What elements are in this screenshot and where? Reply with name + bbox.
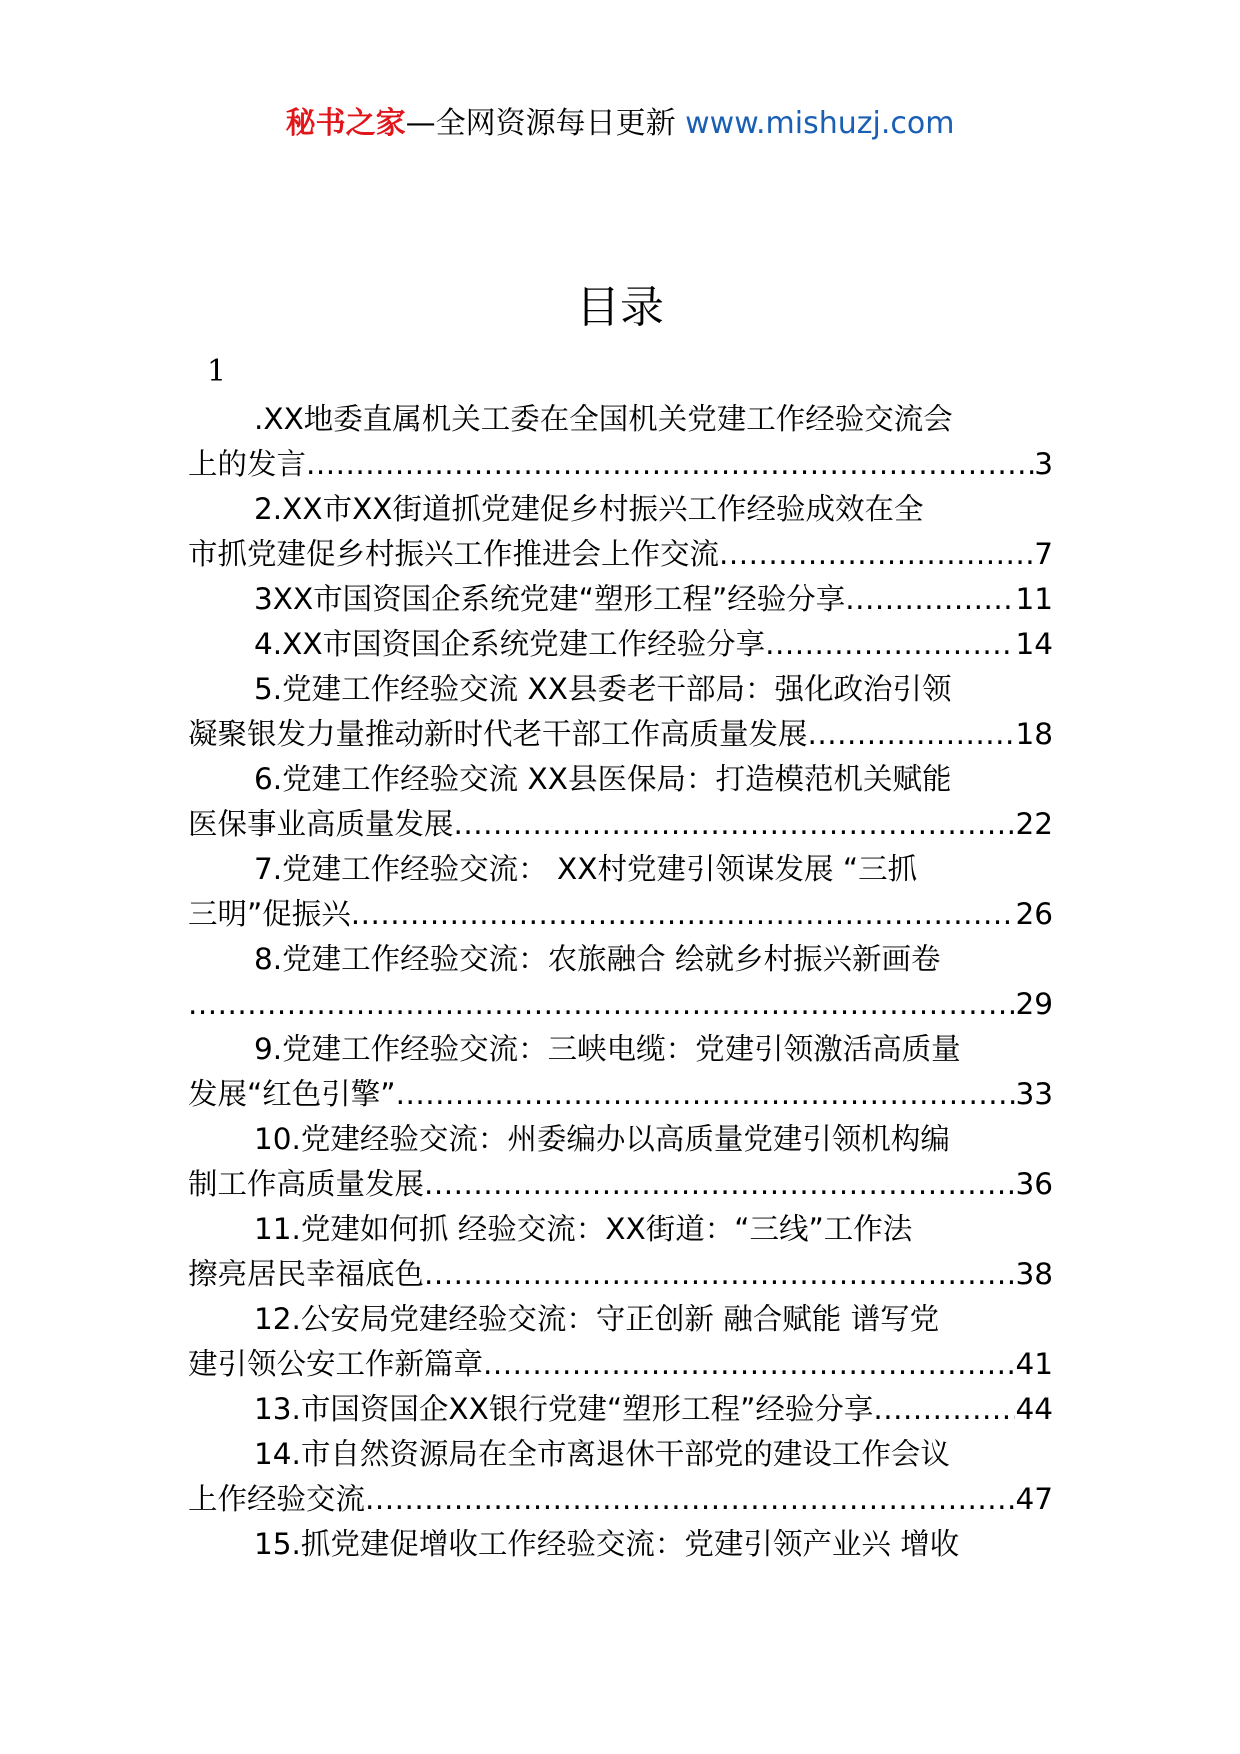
toc-page-number: 29: [1015, 987, 1053, 1021]
toc-entry-title-continued: 凝聚银发力量推动新时代老干部工作高质量发展: [188, 717, 808, 751]
toc-entry-title: 10.党建经验交流：州委编办以高质量党建引领机构编: [254, 1122, 950, 1156]
toc-page-number: 18: [1015, 717, 1053, 751]
toc-entry-title: 4.XX市国资国企系统党建工作经验分享: [254, 627, 766, 661]
toc-page-number: 3: [1034, 447, 1053, 481]
toc-entry-title-continued: 上作经验交流: [188, 1482, 366, 1516]
toc-entry-title-continued: 建引领公安工作新篇章: [188, 1347, 484, 1381]
toc-page-number: 41: [1015, 1347, 1053, 1381]
toc-entry-title: 2.XX市XX街道抓党建促乡村振兴工作经验成效在全: [254, 492, 924, 526]
toc-entry[interactable]: [188, 937, 1053, 1027]
toc-entry-title-continued: 制工作高质量发展: [188, 1167, 425, 1201]
toc-entry[interactable]: [188, 667, 1053, 757]
toc-entry-title: 11.党建如何抓 经验交流：XX街道：“三线”工作法: [254, 1212, 913, 1246]
toc-entry-title-continued: 上的发言: [188, 447, 307, 481]
dot-leader: [351, 892, 1016, 937]
toc-entry[interactable]: [188, 1027, 1053, 1117]
dot-leader: [365, 1477, 1015, 1522]
toc-entry-title-continued: 发展“红色引擎”: [188, 1077, 396, 1111]
toc-page-number: 7: [1034, 537, 1053, 571]
site-slogan: —全网资源每日更新: [405, 106, 676, 141]
toc-entry-title: 5.党建工作经验交流 XX县委老干部局：强化政治引领: [254, 672, 952, 706]
toc-entry[interactable]: [188, 487, 1053, 577]
toc-entry[interactable]: [188, 1117, 1053, 1207]
toc-entry-title: 14.市自然资源局在全市离退休干部党的建设工作会议: [254, 1437, 950, 1471]
dot-leader: [873, 1387, 1015, 1432]
toc-entry[interactable]: [188, 1207, 1053, 1297]
toc-page-number: 47: [1015, 1482, 1053, 1516]
site-brand: 秘书之家: [285, 106, 406, 141]
dot-leader: [454, 802, 1016, 847]
toc-entry-title-continued: 擦亮居民幸福底色: [188, 1257, 425, 1291]
dot-leader: [306, 442, 1034, 487]
toc-entry-title: 3XX市国资国企系统党建“塑形工程”经验分享: [254, 582, 846, 616]
toc-page-number: 14: [1015, 627, 1053, 661]
dot-leader: [188, 982, 1015, 1027]
toc-entry-title: 7.党建工作经验交流： XX村党建引领谋发展 “三抓: [254, 852, 918, 886]
toc-entry[interactable]: [188, 577, 1053, 622]
toc-entry-title: 13.市国资国企XX银行党建“塑形工程”经验分享: [254, 1392, 874, 1426]
stray-number: 1: [207, 354, 227, 389]
toc-entry[interactable]: [188, 1432, 1053, 1522]
toc-entry-title-continued: 市抓党建促乡村振兴工作推进会上作交流: [188, 537, 720, 571]
toc-entry[interactable]: [188, 1297, 1053, 1387]
toc-entry-title: 9.党建工作经验交流：三峡电缆：党建引领激活高质量: [254, 1032, 961, 1066]
toc-page-number: 44: [1015, 1392, 1053, 1426]
toc-entry-title-continued: 医保事业高质量发展: [188, 807, 454, 841]
dot-leader: [396, 1072, 1016, 1117]
dot-leader: [719, 532, 1034, 577]
dot-leader: [808, 712, 1016, 757]
toc-page-number: 38: [1015, 1257, 1053, 1291]
toc-entry-title: 12.公安局党建经验交流：守正创新 融合赋能 谱写党: [254, 1302, 940, 1336]
dot-leader: [424, 1162, 1015, 1207]
dot-leader: [424, 1252, 1015, 1297]
toc-entry[interactable]: [188, 622, 1053, 667]
toc-entry[interactable]: [188, 1522, 1053, 1567]
dot-leader: [765, 622, 1015, 667]
dot-leader: [845, 577, 1015, 622]
toc-entry-title-continued: 三明”促振兴: [188, 897, 351, 931]
toc-entry-title: 15.抓党建促增收工作经验交流：党建引领产业兴 增收: [254, 1527, 960, 1561]
toc-entry-title: .XX地委直属机关工委在全国机关党建工作经验交流会: [254, 402, 953, 436]
table-of-contents: [188, 397, 1053, 1567]
toc-page-number: 36: [1015, 1167, 1053, 1201]
dot-leader: [483, 1342, 1015, 1387]
toc-entry-title: 8.党建工作经验交流：农旅融合 绘就乡村振兴新画卷: [254, 942, 941, 976]
toc-entry[interactable]: [188, 757, 1053, 847]
toc-page-number: 22: [1015, 807, 1053, 841]
site-url-link[interactable]: www.mishuzj.com: [685, 106, 955, 141]
toc-page-number: 26: [1015, 897, 1053, 931]
toc-entry[interactable]: [188, 397, 1053, 487]
toc-entry[interactable]: [188, 847, 1053, 937]
page-title: 目录: [576, 282, 664, 333]
toc-page-number: 33: [1015, 1077, 1053, 1111]
toc-page-number: 11: [1015, 582, 1053, 616]
site-banner: [0, 100, 1240, 148]
toc-entry-title: 6.党建工作经验交流 XX县医保局：打造模范机关赋能: [254, 762, 952, 796]
toc-entry[interactable]: [188, 1387, 1053, 1432]
